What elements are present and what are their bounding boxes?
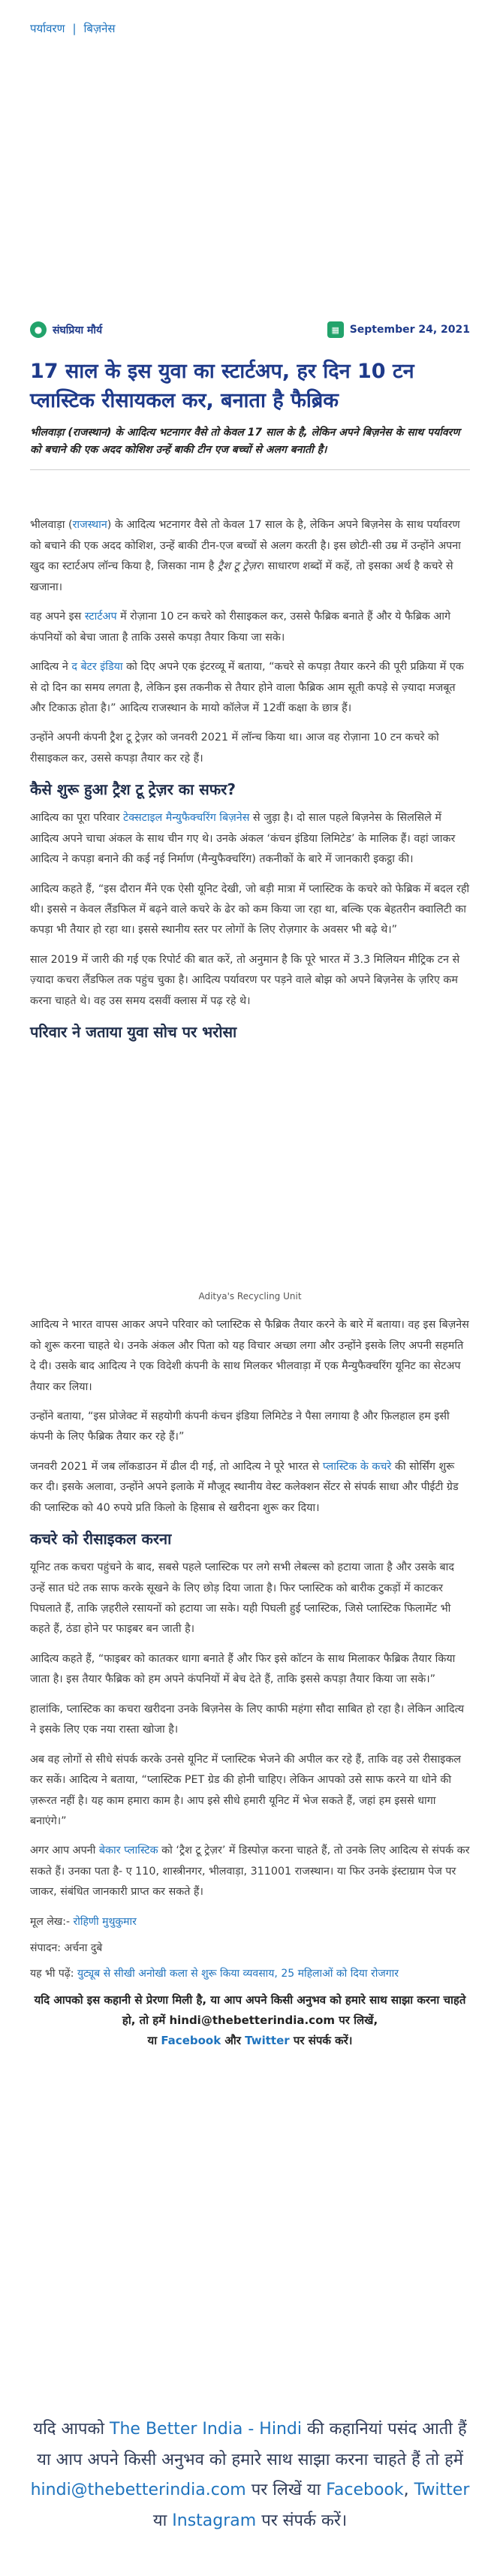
link-email[interactable]: hindi@thebetterindia.com [30,2481,246,2500]
article-figure [30,1051,470,1306]
also-read: यह भी पढ़ें: युट्यूब से सीखी अनोखी कला से शुरू किया व्यवसाय, 25 महिलाओं को दिया रोजगार [30,1968,399,1980]
date-block [327,321,470,338]
paragraph-7: साल 2019 में जारी की गई एक रिपोर्ट की बात करें, तो अनुमान है कि पूरे भारत में 3.3 मिलियन मीट्रिक टन से ज़्यादा कचरा लैंडफिल तक पहुंच चुका है। आदित्य पर्यावरण पर पड़ने वाले बोझ को अपने बिज़नेस के ज़रिए कम करना चाहते थे। वह उस समय दसवीं क्लास में पढ़ रहे थे। [30,953,460,1007]
calendar-icon: ▦ [327,321,344,338]
promo-box [30,1990,470,2051]
paragraph-14: अब वह लोगों से सीधे संपर्क करके उनसे यूनिट में प्लास्टिक भेजने की अपील कर रहे हैं, ताकि वह उसे रीसाइकल कर सकें। आदित्य ने बताया, “प्लास्टिक PET ग्रेड की होनी चाहिए। लेकिन आपको उसे साफ करने या धोने की ज़रूरत नहीं है। यह काम हमारा काम है। आप इसे सीधे हमारी यूनिट में भेज सकते हैं, जहां हम इससे धागा बनाएंगे।” [30,1753,461,1827]
link-twitter[interactable]: Twitter [245,2034,290,2048]
link-startup[interactable]: स्टार्टअप [84,611,117,623]
paragraph-3: आदित्य ने द बेटर इंडिया को दिए अपने एक इंटरव्यू में बताया, “कचरे से कपड़ा तैयार करने की पूरी प्रक्रिया में एक से दो दिन का समय लगता है, लेकिन इस तकनीक से तैयार होने वाला फैब्रिक आम सूती कपड़े से ज़्यादा मजबूत और टिकाऊ होता है।” आदित्य राजस्थान के मायो कॉलेज में 12वीं कक्षा के छात्र हैं। [30,661,464,714]
breadcrumb-link-business[interactable]: बिज़नेस [83,22,116,35]
link-footer-facebook[interactable]: Facebook [326,2481,404,2500]
link-footer-instagram[interactable]: Instagram [172,2511,257,2531]
credit-line: मूल लेख:- रोहिणी मुथुकुमार [30,1915,137,1928]
link-plastic-waste[interactable]: प्लास्टिक के कचरे [322,1460,392,1473]
author-name[interactable]: संघप्रिया मौर्य [53,324,103,336]
link-waste-plastic[interactable]: बेकार प्लास्टिक [98,1845,158,1857]
link-the-better-india[interactable]: द बेटर इंडिया [71,661,123,674]
author-block[interactable] [30,321,102,338]
link-textile-business[interactable]: टेक्सटाइल मैन्युफैक्चरिंग बिज़नेस [123,812,250,825]
article-lede: भीलवाड़ा (राजस्थान) के आदित्य भटनागर वैसे तो केवल 17 साल के है, लेकिन अपने बिज़नेस के साथ पर्यावरण को बचाने की एक अदद कोशिश उन्हें बाकी टीन एज बच्चों से अलग बनाती है। [30,424,470,470]
page-title: 17 साल के इस युवा का स्टार्टअप, हर दिन 10 टन प्लास्टिक रीसायकल कर, बनाता है फैब्रिक [30,360,414,413]
section-heading-journey: कैसे शुरू हुआ ट्रैश टू ट्रेज़र का सफर? [30,780,236,799]
article-meta [30,321,470,338]
link-footer-twitter[interactable]: Twitter [414,2481,470,2500]
link-facebook[interactable]: Facebook [161,2034,221,2048]
section-heading-recycling: कचरे को रीसाइकल करना [30,1530,172,1549]
paragraph-2: वह अपने इस स्टार्टअप में रोज़ाना 10 टन कचरे को रीसाइकल कर, उससे फैब्रिक बनाते हैं और ये फैब्रिक आगे कंपनियों को बेचा जाता है ताकि उससे कपड़ा तैयार किया जा सके। [30,611,451,644]
paragraph-5: आदित्य का पूरा परिवार टेक्सटाइल मैन्युफैक्चरिंग बिज़नेस से जुड़ा है। दो साल पहले बिज़नेस के सिलसिले में आदित्य अपने चाचा अंकल के साथ चीन गए थे। उनके अंकल ‘कंचन इंडिया लिमिटेड’ के मालिक हैं। वहां जाकर आदित्य ने कपड़ा बनाने की कई नई निर्माण (मैन्युफैक्चरिंग) तकनीकों के बारे में जानकारी इकट्ठा की। [30,812,456,866]
promo-line-1: यदि आपको इस कहानी से प्रेरणा मिली है, या आप अपने किसी अनुभव को हमारे साथ साझा करना चाहते हो, तो हमें hindi@thebetterindia.com पर लिखें, [34,1993,466,2028]
promo-line-2: या Facebook और Twitter पर संपर्क करें। [147,2034,353,2048]
paragraph-6: आदित्य कहते हैं, “इस दौरान मैंने एक ऐसी यूनिट देखी, जो बड़ी मात्रा में प्लास्टिक के कचरे को फेब्रिक में बदल रही थी। इससे न केवल लैंडफिल में बढ़ने वाले कचरे के ढेर को कम किया जा रहा था, बल्कि एक बेहतरीन क्वालिटी का कपड़ा भी तैयार हो रहा था। इससे स्थानीय स्तर पर लोगों के लिए रोज़गार के अवसर भी बढ़े थे।” [30,882,470,937]
article-body [30,357,470,2051]
footer-promo: यदि आपको The Better India - Hindi की कहानियां पसंद आती हैं या आप अपने किसी अनुभव को हमारे साथ साझा करना चाहते हैं तो हमें hindi@thebetterindia.com पर लिखें या Facebook, Twitter या Instagram पर संपर्क करें। [30,2420,470,2531]
paragraph-12: आदित्य कहते हैं, “फाइबर को कातकर धागा बनाते हैं और फिर इसे कॉटन के साथ मिलाकर फैब्रिक तैयार किया जाता है। इस तैयार फैब्रिक को हम अपने कंपनियों में बेच देते हैं, ताकि इससे कपड़ा तैयार किया जा सके।” [30,1652,456,1686]
figure-caption: Aditya's Recycling Unit [198,1291,302,1302]
paragraph-8: आदित्य ने भारत वापस आकर अपने परिवार को प्लास्टिक से फैब्रिक तैयार करने के बारे में बताया। वह इस बिज़नेस को शुरू करना चाहते थे। उनके अंकल और पिता को यह विचार अच्छा लगा और उन्होंने इसके लिए अपनी सहमति दे दी। उसके बाद आदित्य ने एक विदेशी कंपनी के साथ मिलकर भीलवाड़ा में एक मैन्युफैक्चरिंग यूनिट का सेटअप तैयार कर लिया। [30,1319,469,1393]
breadcrumb [30,21,116,36]
link-also-read[interactable]: युट्यूब से सीखी अनोखी कला से शुरू किया व्यवसाय, 25 महिलाओं को दिया रोजगार [77,1968,399,1980]
paragraph-15: अगर आप अपनी बेकार प्लास्टिक को ‘ट्रैश टू ट्रेज़र’ में डिस्पोज़ करना चाहते हैं, तो उनके लिए आदित्य से संपर्क कर सकते हैं। उनका पता है- ए 110, शास्त्रीनगर, भीलवाड़ा, 311001 राजस्थान। या फिर उनके इंस्टाग्राम पेज पर जाकर, संबंधित जानकारी प्राप्त कर सकते हैं। [30,1845,470,1899]
paragraph-13: हालांकि, प्लास्टिक का कचरा खरीदना उनके बिज़नेस के लिए काफी महंगा सौदा साबित हो रहा है। लेकिन आदित्य ने इसके लिए एक नया रास्ता खोजा है। [30,1703,464,1736]
paragraph-9: उन्होंने बताया, “इस प्रोजेक्ट में सहयोगी कंपनी कंचन इंडिया लिमिटेड ने पैसा लगाया है और फ़िलहाल हम इसी कंपनी के लिए फैब्रिक तैयार कर रहे हैं।” [30,1410,450,1443]
publish-date: September 24, 2021 [349,324,470,336]
paragraph-11: यूनिट तक कचरा पहुंचने के बाद, सबसे पहले प्लास्टिक पर लगे सभी लेबल्स को हटाया जाता है और उसके बाद उन्हें सात घंटे तक साफ करके सूखने के लिए छोड़ दिया जाता है। फिर प्लास्टिक को बारीक टुकड़ों में काटकर पिघलाते हैं, ताकि ज़हरीले रसायनों को हटाया जा सके। यही पिघली हुई प्लास्टिक, जिसे प्लास्टिक फिलामेंट भी कहते हैं, ठंडा होने पर फाइबर बन जाती है। [30,1561,454,1636]
link-site-name[interactable]: The Better India - Hindi [110,2420,302,2439]
link-rajasthan[interactable]: राजस्थान [72,519,107,532]
user-icon: ● [30,321,47,338]
paragraph-1: भीलवाड़ा (राजस्थान) के आदित्य भटनागर वैसे तो केवल 17 साल के है, लेकिन अपने बिज़नेस के साथ पर्यावरण को बचाने की एक अदद कोशिश, उन्हें बाकी टीन-एज बच्चों से अलग करती है। इस छोटी-सी उम्र में उन्होंने अपना खुद का स्टार्टअप लॉन्च किया है, जिसका नाम है ट्रैश टू ट्रेज़र। साधारण शब्दों में कहें, तो इसका अर्थ है कचरे से खजाना। [30,519,461,593]
editor-line: संपादन: अर्चना दुबे [30,1941,103,1954]
breadcrumb-separator: | [72,22,77,35]
link-original-author[interactable]: रोहिणी मुथुकुमार [73,1915,137,1928]
paragraph-4: उन्होंने अपनी कंपनी ट्रैश टू ट्रेज़र को जनवरी 2021 में लॉन्च किया था। आज वह रोज़ाना 10 टन कचरे को रीसाइकल कर, उससे कपड़ा तैयार कर रहे हैं। [30,731,439,765]
section-heading-family: परिवार ने जताया युवा सोच पर भरोसा [30,1023,237,1042]
breadcrumb-link-environment[interactable]: पर्यावरण [30,22,65,35]
paragraph-10: जनवरी 2021 में जब लॉकडाउन में ढील दी गई, तो आदित्य ने पूरे भारत से प्लास्टिक के कचरे की सोर्सिंग शुरू कर दी। इसके अलावा, उन्होंने अपने इलाके में मौजूद स्थानीय वेस्ट कलेक्शन सेंटर से संपर्क साधा और पीईटी ग्रेड की प्लास्टिक को 40 रुपये प्रति किलो के हिसाब से खरीदना शुरू कर दिया। [30,1460,459,1514]
